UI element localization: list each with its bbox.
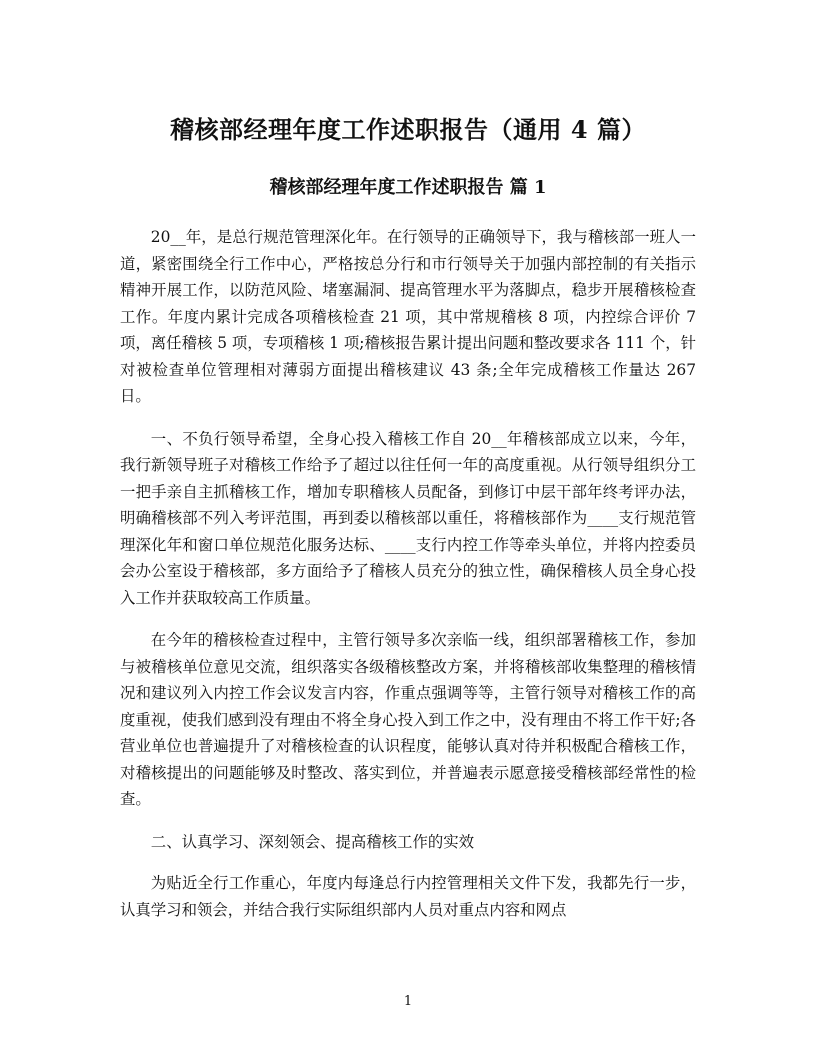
paragraph-study: 为贴近全行工作重心，年度内每逢总行内控管理相关文件下发，我都先行一步，认真学习和领会，并结合我行实际组织部内人员对重点内容和网点 — [120, 874, 696, 919]
document-title: 稽核部经理年度工作述职报告（通用 4 篇） — [170, 115, 646, 144]
paragraph-summary: 20__年，是总行规范管理深化年。在行领导的正确领导下，我与稽核部一班人一道，紧密围绕全行工作中心，严格按总分行和市行领导关于加强内部控制的有关指示精神开展工作，以防范风险、堵塞漏洞、提高管理水平为落脚点，稳步开展稽核检查工作。年度内累计完成各项稽核检查 21 项，其中常规稽核 8 项，内控综合评价 7 项，离任稽核 5 项，专项稽核 1 项;稽核报告累计提出问题和整改要求各 111 个，针对被检查单位管理相对薄弱方面提出稽核建议 43 条;全年完成稽核工作量达 267 日。 — [120, 228, 696, 405]
document-body — [120, 224, 696, 939]
paragraph-point-one: 一、不负行领导希望，全身心投入稽核工作自 20__年稽核部成立以来，今年，我行新领导班子对稽核工作给予了超过以往任何一年的高度重视。从行领导组织分工一把手亲自主抓稽核工作，增加专职稽核人员配备，到修订中层干部年终考评办法，明确稽核部不列入考评范围，再到委以稽核部以重任，将稽核部作为____支行规范管理深化年和窗口单位规范化服务达标、____支行内控工作等牵头单位，并将内控委员会办公室设于稽核部，多方面给予了稽核人员充分的独立性，确保稽核人员全身心投入工作并获取较高工作质量。 — [120, 429, 696, 607]
paragraph-point-two-heading: 二、认真学习、深刻领会、提高稽核工作的实效 — [150, 832, 475, 851]
page-number: 1 — [403, 994, 413, 1009]
paragraph-inspection-process: 在今年的稽核检查过程中，主管行领导多次亲临一线，组织部署稽核工作，参加与被稽核单位意见交流，组织落实各级稽核整改方案，并将稽核部收集整理的稽核情况和建议列入内控工作会议发言内容，作重点强调等等，主管行领导对稽核工作的高度重视，使我们感到没有理由不将全身心投入到工作之中，没有理由不将工作干好;各营业单位也普遍提升了对稽核检查的认识程度，能够认真对待并积极配合稽核工作，对稽核提出的问题能够及时整改、落实到位，并普遍表示愿意接受稽核部经常性的检查。 — [120, 631, 696, 808]
section-title: 稽核部经理年度工作述职报告 篇 1 — [269, 177, 547, 198]
